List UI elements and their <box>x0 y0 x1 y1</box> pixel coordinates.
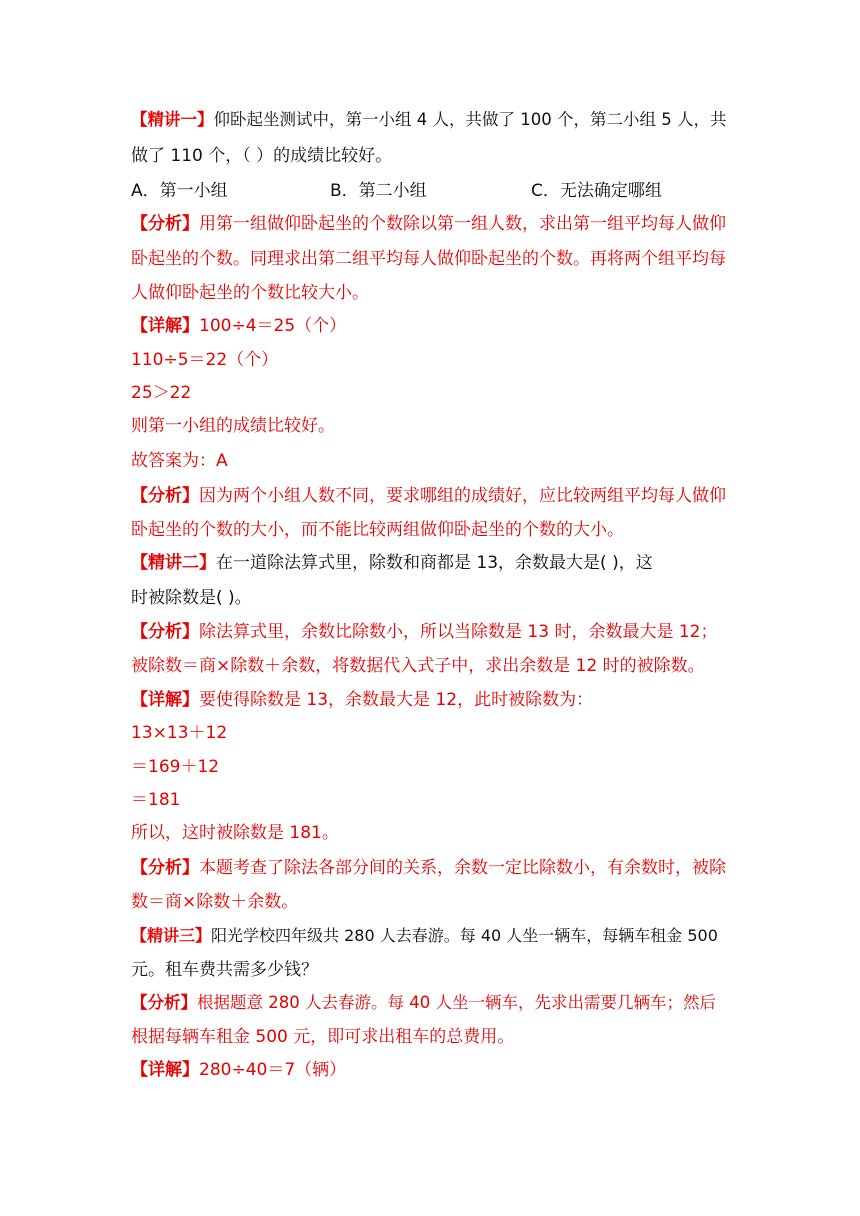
q1-options <box>131 180 731 202</box>
q2-analysis-b-text-1: 本题考查了除法各部分间的关系，余数一定比除数小，有余数时，被除 <box>199 858 726 878</box>
q2-analysis-b-tag: 【分析】 <box>131 858 199 878</box>
q3-detail-text-1: 280÷40＝7（辆） <box>199 1060 347 1080</box>
q1-option-a: A．第一小组 <box>131 181 228 201</box>
q1-detail-text-3: 25＞22 <box>131 383 192 403</box>
q2-detail-text-4: ＝181 <box>131 790 181 810</box>
q2-question-text-1: 在一道除法算式里，除数和商都是 13，余数最大是( )，这 <box>216 553 653 573</box>
q1-option-b: B．第二小组 <box>330 181 427 201</box>
q1-analysis-b-text-1: 因为两个小组人数不同，要求哪组的成绩好，应比较两组平均每人做仰 <box>199 486 726 506</box>
q1-analysis-text-3: 人做仰卧起坐的个数比较大小。 <box>131 283 369 303</box>
q1-analysis-b-line-1 <box>131 485 726 507</box>
q1-detail-text-4: 则第一小组的成绩比较好。 <box>131 416 335 436</box>
q3-tag: 【精讲三】 <box>131 926 212 945</box>
q2-analysis-b-line-1 <box>131 857 726 879</box>
q1-analysis-tag: 【分析】 <box>131 214 199 234</box>
q1-detail-line-1 <box>131 315 346 337</box>
q2-detail-text-1: 要使得除数是 13，余数最大是 12，此时被除数为： <box>199 690 594 710</box>
q1-option-c: C．无法确定哪组 <box>531 181 662 201</box>
q2-analysis-b-text-2: 数＝商×除数＋余数。 <box>131 892 299 912</box>
q2-question-text-2: 时被除数是( )。 <box>131 588 252 608</box>
q2-line-1 <box>131 552 653 574</box>
q1-tag: 【精讲一】 <box>131 110 214 129</box>
q3-question-text-2: 元。租车费共需多少钱？ <box>131 960 318 980</box>
q1-analysis-line-1 <box>131 213 726 235</box>
q1-question-text-2: 做了 110 个，（ ）的成绩比较好。 <box>131 146 393 166</box>
q1-line-1 <box>131 109 726 131</box>
q2-detail-text-5: 所以，这时被除数是 181。 <box>131 823 339 843</box>
q3-analysis-text-2: 根据每辆车租金 500 元，即可求出租车的总费用。 <box>131 1027 515 1047</box>
q3-detail-line-1 <box>131 1059 346 1081</box>
q3-analysis-tag: 【分析】 <box>131 993 197 1012</box>
q1-analysis-b-tag: 【分析】 <box>131 486 199 506</box>
q1-analysis-text-2: 卧起坐的个数。同理求出第二组平均每人做仰卧起坐的个数。再将两个组平均每 <box>131 249 726 269</box>
q2-analysis-tag: 【分析】 <box>131 622 199 642</box>
q3-question-text-1: 阳光学校四年级共 280 人去春游。每 40 人坐一辆车，每辆车租金 500 <box>211 926 718 945</box>
q1-question-text-1: 仰卧起坐测试中，第一小组 4 人，共做了 100 个，第二小组 5 人，共 <box>213 110 727 129</box>
q3-detail-tag: 【详解】 <box>131 1060 199 1080</box>
q1-analysis-b-text-2: 卧起坐的个数的大小，而不能比较两组做仰卧起坐的个数的大小。 <box>131 520 624 540</box>
q1-detail-tag: 【详解】 <box>131 316 199 336</box>
q2-analysis-line-1 <box>131 621 717 643</box>
q2-detail-text-2: 13×13＋12 <box>131 723 228 743</box>
q2-detail-text-3: ＝169＋12 <box>131 757 220 777</box>
q2-detail-tag: 【详解】 <box>131 690 199 710</box>
q1-analysis-text-1: 用第一组做仰卧起坐的个数除以第一组人数，求出第一组平均每人做仰 <box>199 214 726 234</box>
q2-detail-line-1 <box>131 689 593 711</box>
q1-detail-text-1: 100÷4＝25（个） <box>199 316 347 336</box>
q3-analysis-text-1: 根据题意 280 人去春游。每 40 人坐一辆车，先求出需要几辆车；然后 <box>197 993 716 1012</box>
q3-line-1 <box>131 925 718 947</box>
q2-analysis-text-1: 除法算式里，余数比除数小，所以当除数是 13 时，余数最大是 12； <box>199 622 718 642</box>
q3-analysis-line-1 <box>131 992 716 1014</box>
q1-detail-text-2: 110÷5＝22（个） <box>131 350 279 370</box>
q2-tag: 【精讲二】 <box>131 553 216 573</box>
q2-analysis-text-2: 被除数＝商×除数＋余数，将数据代入式子中，求出余数是 12 时的被除数。 <box>131 656 705 676</box>
q1-detail-text-5: 故答案为：A <box>131 451 228 471</box>
